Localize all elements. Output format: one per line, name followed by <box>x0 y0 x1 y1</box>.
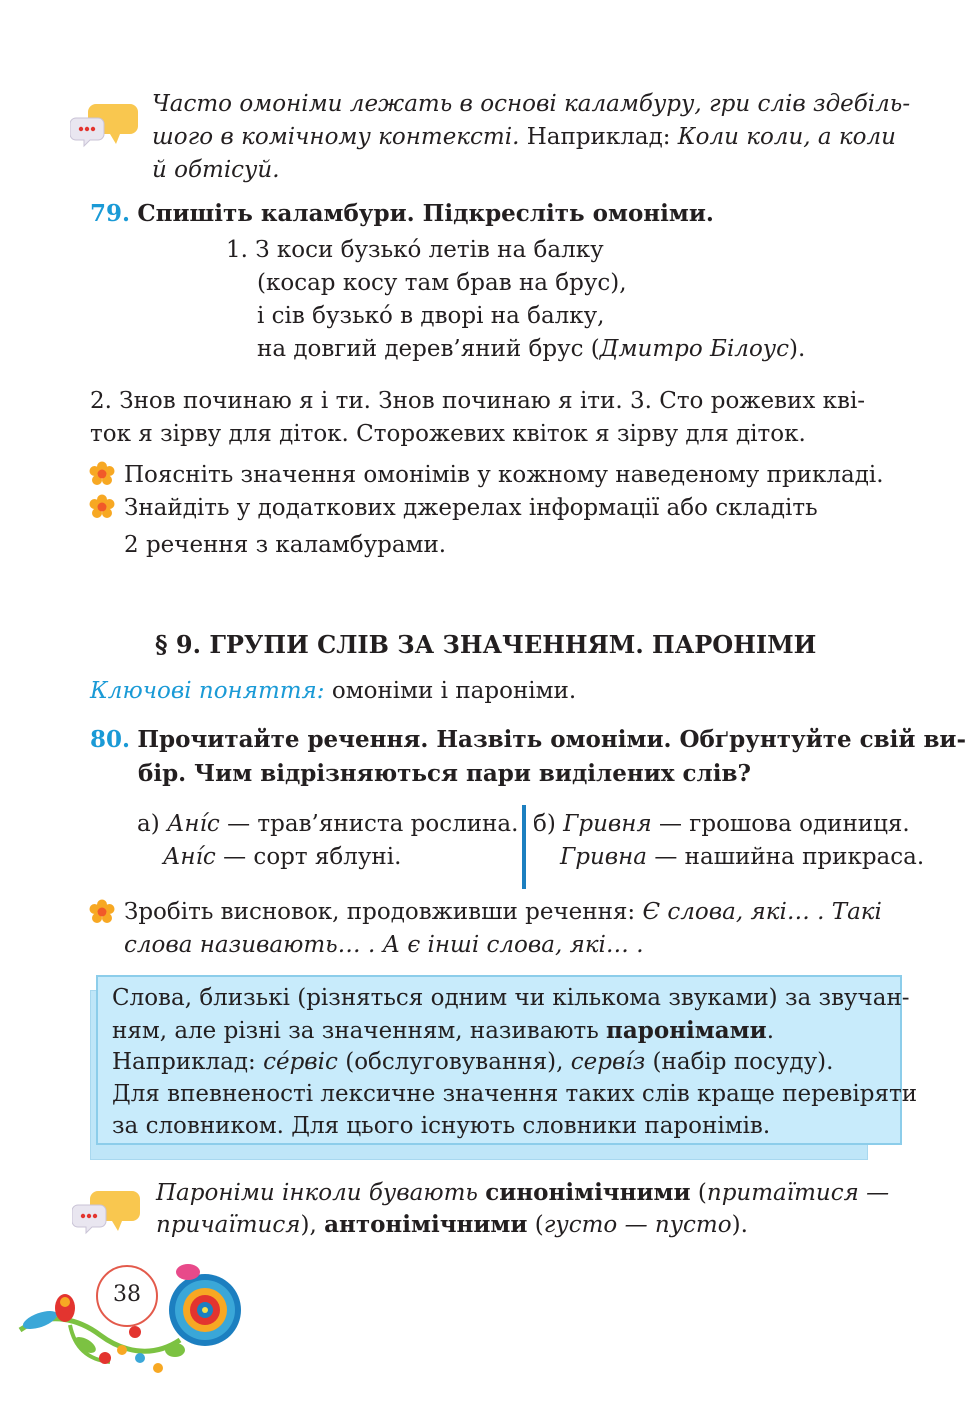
section-title: § 9. ГРУПИ СЛІВ ЗА ЗНАЧЕННЯМ. ПАРОНІМИ <box>155 630 817 659</box>
rule-line: Наприклад: се́рвіс (обслуговування), серві́з (набір посуду). <box>112 1049 834 1075</box>
term-paronyms: паронімами <box>606 1017 767 1044</box>
example-a1: а) Ані́с — трав’яниста рослина. <box>137 811 519 837</box>
poem-author: Дмитро Білоус <box>599 336 790 362</box>
note-line: шого в комічному контексті. Наприклад: Коли коли, а коли <box>152 124 896 150</box>
example-b2: Гривна — нашийна прикраса. <box>560 844 925 870</box>
speech-bubble-icon <box>70 100 140 152</box>
question-line: 2 речення з каламбурами. <box>124 532 447 558</box>
exercise-number: 80. <box>90 726 131 753</box>
rule-line: ням, але різні за значенням, називають паронімами. <box>112 1017 774 1044</box>
column-divider <box>522 805 526 889</box>
note-line: причаїтися), антонімічними (густо — пусто). <box>156 1211 748 1238</box>
exercise-task: Прочитайте речення. Назвіть омоніми. Обґрунтуйте свій ви- <box>137 726 967 753</box>
poem-line: 1. З коси бузько́ летів на балку <box>226 237 604 263</box>
paragraph-line: ток я зірву для діток. Сторожевих квіток я зірву для діток. <box>90 421 806 447</box>
exercise-task: бір. Чим відрізняються пари виділених слів? <box>138 760 751 787</box>
flower-bullet-icon <box>89 461 115 487</box>
exercise-80-heading <box>90 723 966 757</box>
conclusion-line: слова називають… . А є інші слова, які… . <box>124 932 644 958</box>
note-line: й обтісуй. <box>152 157 280 183</box>
rule-line: за словником. Для цього існують словники паронімів. <box>112 1113 771 1139</box>
question-line: Поясніть значення омонімів у кожному наведеному прикладі. <box>124 462 884 488</box>
example-a2: Ані́с — сорт яблуні. <box>163 844 402 870</box>
speech-bubble-icon <box>72 1187 142 1239</box>
rule-line: Для впевненості лексичне значення таких слів краще перевіряти <box>112 1081 918 1107</box>
paragraph-line: 2. Знов починаю я і ти. Знов починаю я іти. 3. Сто рожевих кві- <box>90 388 866 414</box>
flower-bullet-icon <box>89 494 115 520</box>
note-line: Часто омоніми лежать в основі каламбуру, гри слів здебіль- <box>152 91 911 117</box>
poem-line: (косар косу там брав на брус), <box>257 270 627 296</box>
key-concepts: Ключові поняття: омоніми і пароніми. <box>90 678 577 704</box>
flower-bullet-icon <box>89 899 115 925</box>
rule-line: Слова, близькі (різняться одним чи кількома звуками) за звучан- <box>112 985 910 1011</box>
question-line: Знайдіть у додаткових джерелах інформації або складіть <box>124 495 818 521</box>
poem-line: і сів бузько́ в дворі на балку, <box>257 303 605 329</box>
page-number: 38 <box>96 1265 158 1327</box>
poem-line: на довгий дерев’яний брус (Дмитро Білоус). <box>257 336 806 362</box>
conclusion-line: Зробіть висновок, продовживши речення: Є слова, які… . Такі <box>124 899 882 925</box>
exercise-number: 79. <box>90 200 131 227</box>
exercise-79-heading <box>90 197 714 231</box>
note-line: Пароніми інколи бувають синонімічними (притаїтися — <box>156 1179 890 1206</box>
exercise-task: Спишіть каламбури. Підкресліть омоніми. <box>137 200 714 227</box>
example-b1: б) Гривня — грошова одиниця. <box>533 811 910 837</box>
